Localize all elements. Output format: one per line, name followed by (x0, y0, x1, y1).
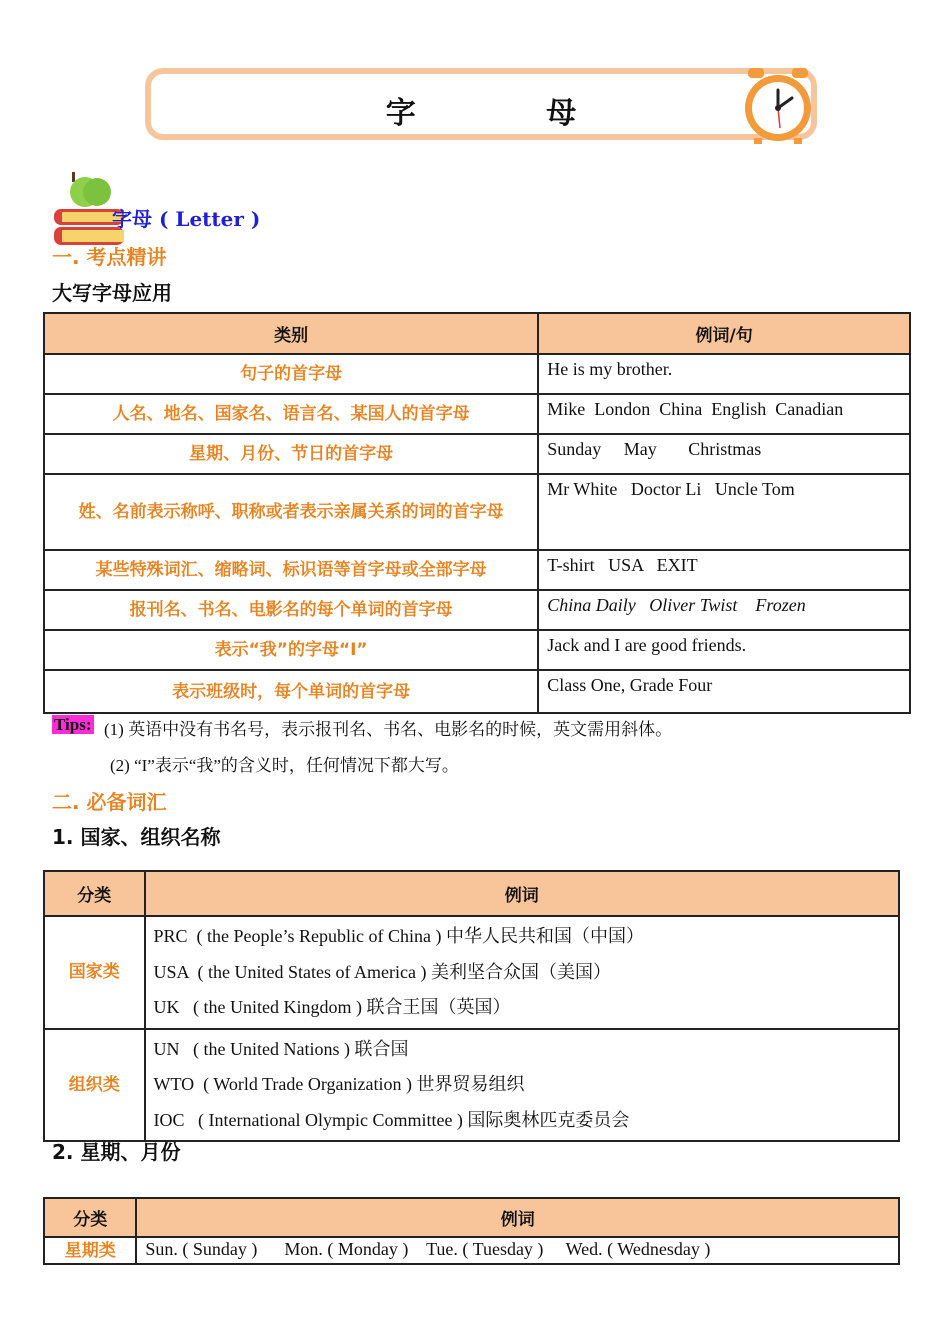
table1-example: Mr White Doctor Li Uncle Tom (538, 474, 910, 550)
table2-header-category: 分类 (44, 871, 145, 916)
table2-example-line: UN ( the United Nations ) 联合国 (153, 1038, 409, 1059)
table1-category: 报刊名、书名、电影名的每个单词的首字母 (44, 590, 538, 630)
countries-organizations-table (43, 870, 900, 1142)
part2-heading: 二. 必备词汇 (52, 790, 167, 814)
part1-heading: 一. 考点精讲 (52, 245, 167, 269)
section-heading: 字母 ( Letter ) (112, 207, 261, 231)
alarm-clock-icon (738, 66, 818, 146)
table1-category: 表示“我”的字母“I” (44, 630, 538, 670)
table1-example: Mike London China English Canadian (538, 394, 910, 434)
table1-example: Sunday May Christmas (538, 434, 910, 474)
weekdays-months-table (43, 1197, 900, 1265)
table1-category: 人名、地名、国家名、语言名、某国人的首字母 (44, 394, 538, 434)
table1-category: 某些特殊词汇、缩略词、标识语等首字母或全部字母 (44, 550, 538, 590)
capitalization-table (43, 312, 911, 714)
table2-example-line: USA ( the United States of America ) 美利坚合众国（美国） (153, 961, 611, 982)
table1-category: 星期、月份、节日的首字母 (44, 434, 538, 474)
table2-category-country: 国家类 (44, 916, 145, 1029)
table1-example: Jack and I are good friends. (538, 630, 910, 670)
table1-example: T-shirt USA EXIT (538, 550, 910, 590)
tips-label: Tips: (54, 715, 92, 734)
table2-category-organization: 组织类 (44, 1029, 145, 1142)
table2-example-line: IOC ( International Olympic Committee ) 国际奥林匹克委员会 (153, 1109, 630, 1130)
table3-example: Sun. ( Sunday ) Mon. ( Monday ) Tue. ( Tuesday ) Wed. ( Wednesday ) (136, 1237, 899, 1264)
sub2-2-heading: 2. 星期、月份 (52, 1140, 181, 1164)
table1-category: 表示班级时，每个单词的首字母 (44, 670, 538, 713)
table2-example-line: UK ( the United Kingdom ) 联合王国（英国） (153, 997, 511, 1017)
page-title: 字 母 (385, 96, 637, 131)
table2-examples-organization (145, 1029, 900, 1142)
sub2-1-heading: 1. 国家、组织名称 (52, 825, 221, 849)
table3-header-example: 例词 (136, 1198, 899, 1237)
table1-category: 姓、名前表示称呼、职称或者表示亲属关系的词的首字母 (44, 474, 538, 550)
title-banner (145, 68, 817, 140)
tips-block (52, 715, 94, 735)
table1-example: Class One, Grade Four (538, 670, 910, 713)
table1-example: He is my brother. (538, 354, 910, 394)
tips-line-1: (1) 英语中没有书名号，表示报刊名、书名、电影名的时候，英文需用斜体。 (104, 720, 673, 739)
table1-example: China Daily Oliver Twist Frozen (538, 590, 910, 630)
table2-example-line: WTO ( World Trade Organization ) 世界贸易组织 (153, 1074, 525, 1094)
table1-header-category: 类别 (44, 313, 538, 354)
sub1-heading: 大写字母应用 (52, 281, 172, 305)
table3-category: 星期类 (44, 1237, 136, 1264)
table1-header-example: 例词/句 (538, 313, 910, 354)
table2-example-line: PRC ( the People’s Republic of China ) 中华人民共和国（中国） (153, 926, 644, 946)
tips-line-2: (2) “I”表示“我”的含义时，任何情况下都大写。 (110, 756, 459, 775)
table2-header-example: 例词 (145, 871, 900, 916)
table3-header-category: 分类 (44, 1198, 136, 1237)
table1-category: 句子的首字母 (44, 354, 538, 394)
table2-examples-country (145, 916, 900, 1029)
